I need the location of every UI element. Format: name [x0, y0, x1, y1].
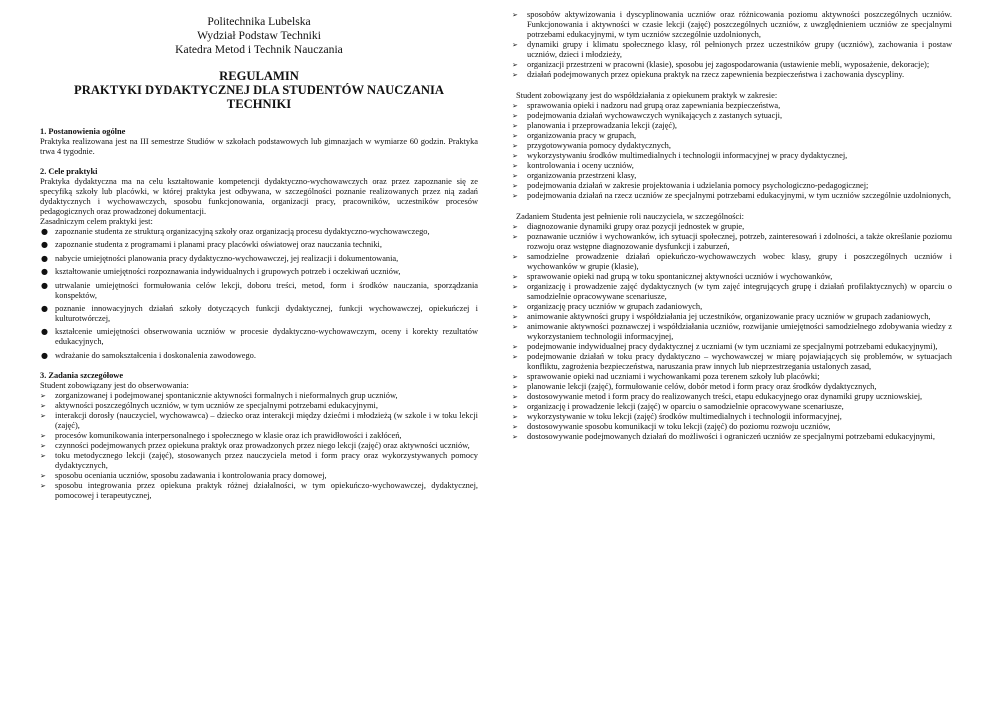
- arrow-bullet-icon: ➢: [512, 11, 518, 19]
- arrow-bullet-icon: ➢: [512, 253, 518, 261]
- list-item: ➢ podejmowania działań w zakresie projektowania i udzielania pomocy psychologiczno-pedagogicznej;: [512, 181, 869, 190]
- bullet-icon: ●: [41, 227, 48, 236]
- university-name: Politechnika Lubelska: [207, 15, 311, 28]
- arrow-bullet-icon: ➢: [40, 401, 46, 410]
- list-item: ➢ diagnozowanie dynamiki grupy oraz pozycji jednostek w grupie,: [512, 222, 745, 231]
- faculty-name: Wydział Podstaw Techniki: [197, 29, 321, 42]
- arrow-bullet-icon: ➢: [40, 451, 46, 460]
- section-tasks: [40, 371, 478, 501]
- bullet-icon: ●: [41, 253, 48, 263]
- bullet-icon: ●: [41, 327, 48, 337]
- list-item: ➢ czynności podejmowanych przez opiekuna praktyk oraz prowadzonych przez niego lekcji (zajęć) oraz aktywności uczniów,: [40, 440, 470, 450]
- institution-header: [40, 15, 478, 57]
- list-item: ➢ animowanie aktywności grupy i współdziałania jej uczestników, organizowanie pracy uczniów w grupach zadaniowych,: [512, 312, 931, 321]
- list-item: ➢ sprawowanie opieki nad grupą w toku spontanicznej aktywności uczniów i wychowanków,: [512, 272, 833, 281]
- arrow-bullet-icon: ➢: [512, 283, 518, 291]
- list-item: ➢ interakcji dorosły (nauczyciel, wychowawca) – dziecko oraz interakcji między dziećmi i młodzieżą (w szkole i w toku lekcji (zajęć),: [40, 410, 478, 430]
- list-item: ● nabycie umiejętności planowania pracy dydaktyczno-wychowawczej, jej realizacji i dokumentowania,: [41, 253, 399, 263]
- arrow-bullet-icon: ➢: [512, 132, 518, 140]
- list-item: ➢ podejmowania działań wychowawczych wynikających z zastanych sytuacji,: [512, 111, 783, 120]
- student-tasks-list: [512, 222, 952, 442]
- arrow-bullet-icon: ➢: [512, 102, 518, 110]
- bullet-icon: ●: [41, 303, 48, 313]
- section-heading: 1. Postanowienia ogólne: [40, 127, 126, 136]
- list-item: ➢ wykorzystywanie w toku lekcji (zajęć) środków multimedialnych i technologii informacyjnej,: [512, 412, 842, 421]
- list-item: ➢ planowania i przeprowadzania lekcji (zajęć),: [512, 121, 677, 130]
- list-item: ➢ dostosowywanie podejmowanych działań do możliwości i ograniczeń uczniów ze specjalnymi potrzebami edukacyjnymi,: [512, 432, 935, 441]
- arrow-bullet-icon: ➢: [512, 223, 518, 231]
- list-item: ➢ samodzielne prowadzenie działań opiekuńczo-wychowawczych wobec klasy, grupy i poszczególnych uczniów i wychowanków w grupie (klasie),: [512, 252, 952, 271]
- list-item: ➢ organizację pracy uczniów w grupach zadaniowych,: [512, 302, 703, 311]
- list-item: ➢ podejmowanie indywidualnej pracy dydaktycznej z uczniami (w tym uczniami ze specjalnymi potrzebami edukacyjnymi),: [512, 342, 938, 351]
- list-item: ➢ organizacji przestrzeni w pracowni (klasie), sposobu jej zagospodarowania (ustawienie mebli, wyposażenie, dekoracje);: [512, 60, 930, 69]
- list-item: ● wdrażanie do samokształcenia i doskonalenia zawodowego.: [41, 350, 256, 360]
- arrow-bullet-icon: ➢: [512, 233, 518, 241]
- section-intro: Student zobowiązany jest do obserwowania:: [40, 380, 189, 390]
- list-item: ➢ organizowania przestrzeni klasy,: [512, 171, 637, 180]
- list-item: ➢ wykorzystywaniu środków multimedialnych i technologii informacyjnej w pracy dydaktycznej,: [512, 151, 848, 160]
- arrow-bullet-icon: ➢: [512, 313, 518, 321]
- list-item: ➢ poznawanie uczniów i wychowanków, ich sytuacji społecznej, potrzeb, zainteresowań i zdolności, a także określanie poziomu rozwoju oraz wstępne diagnozowanie dysfunkcji i zaburzeń,: [512, 232, 952, 251]
- arrow-bullet-icon: ➢: [512, 343, 518, 351]
- list-item: ● zapoznanie studenta z programami i planami pracy placówki oświatowej oraz nauczania techniki,: [41, 240, 382, 250]
- arrow-bullet-icon: ➢: [512, 273, 518, 281]
- list-item: ➢ kontrolowania i oceny uczniów,: [512, 161, 634, 170]
- section-intro: Zasadniczym celem praktyki jest:: [40, 217, 153, 226]
- list-item: ➢ organizację i prowadzenie zajęć dydaktycznych (w tym zajęć integrujących grupę i działań profilaktycznych) w oparciu o samodzielnie opracowywane scenariusze,: [512, 282, 952, 301]
- section-general: [40, 127, 478, 157]
- cooperation-block: [512, 91, 952, 201]
- arrow-bullet-icon: ➢: [512, 393, 518, 401]
- arrow-bullet-icon: ➢: [512, 122, 518, 130]
- arrow-bullet-icon: ➢: [512, 162, 518, 170]
- list-item: ● kształtowanie umiejętności rozpoznawania indywidualnych i grupowych potrzeb i oczekiwań uczniów,: [41, 267, 401, 277]
- title-line-2: PRAKTYKI DYDAKTYCZNEJ DLA STUDENTÓW NAUCZANIA: [74, 83, 444, 97]
- list-item: ➢ działań podejmowanych przez opiekuna praktyk na rzecz zapewnienia bezpieczeństwa i zachowania dyscypliny.: [512, 70, 905, 79]
- list-item: ● poznanie innowacyjnych działań szkoły dotyczących funkcji dydaktycznej, funkcji wychowawczej, opiekuńczej i kulturotwórczej,: [41, 303, 478, 323]
- section-heading: 2. Cele praktyki: [40, 167, 98, 176]
- list-item: ➢ dynamiki grupy i klimatu społecznego klasy, ról pełnionych przez uczestników grupy (uczniów), zachowania i postaw uczniów, dzieci i młodzieży,: [512, 40, 952, 59]
- list-item: ➢ sposobów aktywizowania i dyscyplinowania uczniów oraz różnicowania poziomu aktywności poszczególnych uczniów. Funkcjonowania i aktywności w czasie lekcji (zajęć) poszczególnych uczniów, z uwzględnieniem uczniów ze specjalnymi potrzebami edukacyjnymi, w tym uczniów szczególnie uzdolnionych,: [512, 10, 952, 39]
- arrow-bullet-icon: ➢: [512, 41, 518, 49]
- title-line-1: REGULAMIN: [219, 69, 299, 83]
- list-item: ➢ dostosowywanie sposobu komunikacji w toku lekcji (zajęć) do poziomu rozwoju uczniów,: [512, 422, 831, 431]
- bullet-icon: ●: [41, 350, 48, 360]
- arrow-bullet-icon: ➢: [40, 441, 46, 450]
- list-item: ➢ planowanie lekcji (zajęć), formułowanie celów, dobór metod i form pracy oraz środków dydaktycznych,: [512, 382, 877, 391]
- list-item: ● zapoznanie studenta ze strukturą organizacyjną szkoły oraz organizacją procesu dydaktyczno-wychowawczego,: [41, 227, 430, 236]
- arrow-bullet-icon: ➢: [512, 192, 518, 200]
- bullet-icon: ●: [41, 240, 48, 250]
- arrow-bullet-icon: ➢: [512, 61, 518, 69]
- bullet-icon: ●: [41, 280, 48, 290]
- arrow-bullet-icon: ➢: [512, 71, 518, 79]
- list-item: ● kształcenie umiejętności obserwowania uczniów w procesie dydaktyczno-wychowawczym, oceny i korekty rezultatów edukacyjnych,: [41, 327, 478, 347]
- list-item: ➢ organizowania pracy w grupach,: [512, 131, 637, 140]
- list-item: ➢ podejmowanie działań w toku pracy dydaktyczno – wychowawczej w miarę pojawiających się problemów, w sytuacjach konfliktu, zagrożenia bezpieczeństwa, naruszania praw innych lub nieprzestrzegania ustalonych zasad,: [512, 352, 952, 371]
- arrow-bullet-icon: ➢: [512, 172, 518, 180]
- arrow-bullet-icon: ➢: [512, 373, 518, 381]
- list-item: ➢ animowanie aktywności poznawczej i współdziałania uczniów, rozwijanie umiejętności samodzielnego zdobywania wiedzy z wykorzystaniem technologii informacyjnej,: [512, 322, 952, 341]
- arrow-bullet-icon: ➢: [512, 152, 518, 160]
- arrow-bullet-icon: ➢: [512, 323, 518, 331]
- list-item: ➢ zorganizowanej i podejmowanej spontanicznie aktywności formalnych i nieformalnych grup uczniów,: [40, 390, 398, 400]
- bullet-icon: ●: [41, 267, 48, 277]
- list-item: ➢ sposobu integrowania przez opiekuna praktyk różnej działalności, w tym opiekuńczo-wychowawczej, dydaktycznej, pomocowej i terapeutycznej,: [40, 480, 478, 500]
- list-item: ➢ przygotowywania pomocy dydaktycznych,: [512, 141, 671, 150]
- section-text: Praktyka dydaktyczna ma na celu kształtowanie kompetencji dydaktyczno-wychowawczych oraz przez zapoznanie się ze specyfiką szkoły lub placówki, w której praktyka jest odbywana, w szczególności poznanie realizowanych przez nią zadań dydaktycznych i wychowawczych, sposobu funkcjonowania, organizacji pracy, pracowników, uczestników procesów pedagogicznych oraz prowadzonej dokumentacji.: [40, 177, 478, 216]
- cooperation-intro: Student zobowiązany jest do współdziałania z opiekunem praktyk w zakresie:: [516, 91, 778, 100]
- arrow-bullet-icon: ➢: [512, 383, 518, 391]
- cooperation-list: [512, 101, 952, 201]
- document-title: [40, 69, 478, 111]
- arrow-bullet-icon: ➢: [40, 481, 46, 490]
- list-item: ➢ toku metodycznego lekcji (zajęć), stosowanych przez nauczyciela metod i form pracy oraz wykorzystywanych pomocy dydaktycznych,: [40, 450, 478, 470]
- list-item: ➢ sposobu oceniania uczniów, sposobu zadawania i kontrolowania pracy domowej,: [40, 470, 327, 480]
- arrow-bullet-icon: ➢: [512, 142, 518, 150]
- list-item: ➢ podejmowania działań na rzecz uczniów ze specjalnymi potrzebami edukacyjnymi, w tym uczniów szczególnie uzdolnionych,: [512, 191, 951, 200]
- observation-list-continued: [512, 10, 952, 80]
- arrow-bullet-icon: ➢: [512, 413, 518, 421]
- arrow-bullet-icon: ➢: [512, 403, 518, 411]
- list-item: ➢ aktywności poszczególnych uczniów, w tym uczniów ze specjalnymi potrzebami edukacyjnymi,: [40, 400, 378, 410]
- list-item: ➢ dostosowywanie metod i form pracy do realizowanych treści, etapu edukacyjnego oraz dynamiki grupy uczniowskiej,: [512, 392, 923, 401]
- arrow-bullet-icon: ➢: [40, 471, 46, 480]
- arrow-bullet-icon: ➢: [512, 112, 518, 120]
- list-item: ➢ sprawowania opieki i nadzoru nad grupą oraz zapewniania bezpieczeństwa,: [512, 101, 781, 110]
- arrow-bullet-icon: ➢: [512, 303, 518, 311]
- section-text: Praktyka realizowana jest na III semestrze Studiów w szkołach podstawowych lub gimnazjach w wymiarze 60 godzin. Praktyka trwa 4 tygodnie.: [40, 137, 478, 156]
- left-column: [40, 10, 478, 501]
- arrow-bullet-icon: ➢: [40, 411, 46, 420]
- student-tasks-intro: Zadaniem Studenta jest pełnienie roli nauczyciela, w szczególności:: [516, 212, 744, 221]
- observation-list: [40, 391, 478, 501]
- section-goals: [40, 167, 478, 361]
- arrow-bullet-icon: ➢: [40, 391, 46, 400]
- title-line-3: TECHNIKI: [226, 97, 292, 111]
- section-heading: 3. Zadania szczegółowe: [40, 370, 124, 380]
- list-item: ● utrwalanie umiejętności formułowania celów lekcji, doboru treści, metod, form i środków nauczania, sporządzania konspektów,: [41, 280, 478, 300]
- list-item: ➢ organizację i prowadzenie lekcji (zajęć) w oparciu o samodzielnie opracowywane scenariusze,: [512, 402, 844, 411]
- goals-list: [40, 227, 478, 361]
- list-item: ➢ procesów komunikowania interpersonalnego i społecznego w klasie oraz ich prawidłowości i zakłóceń,: [40, 430, 402, 440]
- arrow-bullet-icon: ➢: [40, 431, 46, 440]
- right-column: [512, 10, 952, 442]
- arrow-bullet-icon: ➢: [512, 182, 518, 190]
- student-tasks-block: [512, 212, 952, 442]
- arrow-bullet-icon: ➢: [512, 423, 518, 431]
- arrow-bullet-icon: ➢: [512, 353, 518, 361]
- list-item: ➢ sprawowanie opieki nad uczniami i wychowankami poza terenem szkoły lub placówki;: [512, 372, 820, 381]
- department-name: Katedra Metod i Technik Nauczania: [175, 43, 343, 56]
- arrow-bullet-icon: ➢: [512, 433, 518, 441]
